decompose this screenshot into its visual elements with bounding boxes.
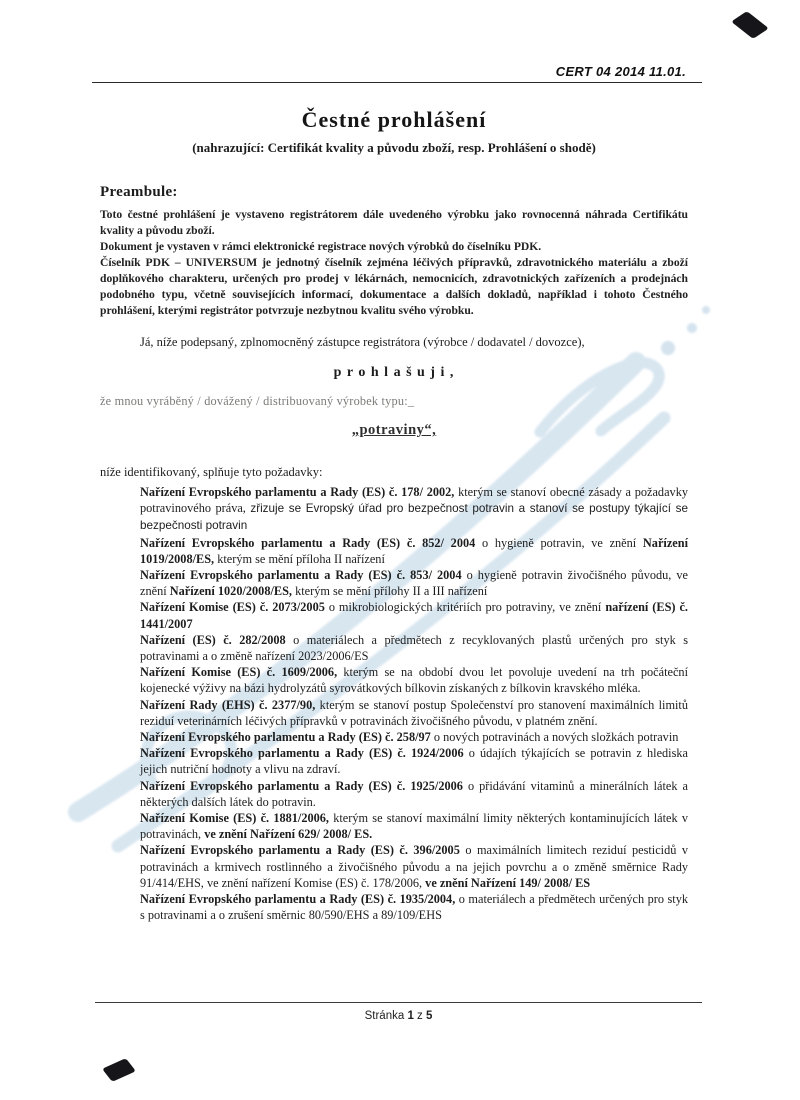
text-segment: Nařízení 1020/2008/ES,: [169, 584, 293, 599]
regulation-item: [140, 664, 688, 696]
regulation-item: [140, 535, 688, 567]
product-type-line: že mnou vyráběný / dovážený / distribuovaný výrobek typu:_: [100, 394, 415, 408]
text-segment: Nařízení Evropského parlamentu a Rady (ES) č. 1935/2004,: [140, 892, 456, 907]
text-segment: kterým se na období dvou let povoluje uvedení na trh počáteční kojenecké výživy na bázi hydrolyzátů syrovátkových bílkovin získaných z bílkovin kravského mléka.: [140, 665, 688, 696]
preamble-heading: Preambule:: [100, 184, 178, 200]
declaration-intro: Já, níže podepsaný, zplnomocněný zástupce registrátora (výrobce / dodavatel / dovozce),: [140, 335, 585, 349]
preamble-paragraph: Číselník PDK – UNIVERSUM je jednotný číselník zejména léčivých přípravků, zdravotnického materiálu a zboží doplňkového charakteru, určených pro prodej v lékárnách, nemocnicích, zdravotnických zařízeních a prodejnách podobného typu, včetně souvisejících informací, dokumentace a dalších dokladů, například i tohoto Čestného prohlášení, kterými registrátor potvrzuje nezbytnou kvalitu svého výrobku.: [100, 256, 688, 317]
text-segment: Nařízení Komise (ES) č. 1881/2006,: [140, 811, 330, 826]
text-segment: Nařízení Evropského parlamentu a Rady (ES) č. 396/2005: [140, 843, 460, 858]
text-segment: o materiálech a předmětech určených pro styk s potravinami a o zrušení směrnic 80/590/EHS a 89/109/EHS: [140, 892, 689, 923]
text-segment: Nařízení Evropského parlamentu a Rady (ES) č. 1925/2006: [140, 778, 463, 793]
regulation-item: [140, 567, 688, 599]
document-title: Čestné prohlášení: [301, 107, 487, 132]
text-segment: o mikrobiologických kritériích pro potraviny, ve znění: [324, 600, 606, 615]
text-segment: o materiálech a předmětech z recyklovaných plastů určených pro styk s potravinami a o změně nařízení 2023/2006/ES: [140, 632, 688, 664]
text-segment: 5: [425, 1010, 433, 1022]
regulation-item: [140, 599, 688, 631]
preamble-paragraph: Toto čestné prohlášení je vystaveno registrátorem dále uvedeného výrobku jako rovnocenná náhrada Certifikátu kvality a původu zboží.: [100, 208, 688, 237]
regulation-item: [140, 632, 688, 664]
regulation-item: [140, 484, 688, 535]
header-rule: [92, 82, 702, 83]
requirements-intro: níže identifikovaný, splňuje tyto požadavky:: [100, 465, 323, 479]
document-subtitle: (nahrazující: Certifikát kvality a původu zboží, resp. Prohlášení o shodě): [192, 140, 596, 155]
footer-rule: [95, 1002, 702, 1003]
preamble-paragraph: Dokument je vystaven v rámci elektronické registrace nových výrobků do číselníku PDK.: [100, 240, 542, 253]
text-segment: Nařízení Evropského parlamentu a Rady (ES) č. 852/ 2004: [140, 535, 476, 550]
text-segment: Nařízení 1019/2008/ES,: [140, 535, 688, 566]
text-segment: kterým se stanoví postup Společenství pro stanovení maximálních limitů reziduí veterinárních léčivých přípravků v potravinách živočišného původu, v platném znění.: [140, 697, 688, 728]
text-segment: z: [413, 1010, 426, 1022]
text-segment: o maximálních limitech reziduí pesticidů v potravinách a krmivech rostlinného a živočišného původu a na jejich povrchu a o změně směrnice Rady 91/414/EHS, ve znění nařízení Komise (ES) č. 178/2006,: [140, 843, 688, 890]
scan-artifact-bottom-left: [102, 1058, 136, 1082]
text-segment: Nařízení Evropského parlamentu a Rady (ES) č. 258/97: [140, 730, 431, 745]
doc-code: CERT 04 2014 11.01.: [555, 64, 686, 79]
regulation-item: [140, 842, 688, 891]
text-segment: Stránka: [364, 1010, 408, 1022]
regulation-item: [140, 729, 688, 745]
text-segment: Nařízení Evropského parlamentu a Rady (ES) č. 178/ 2002,: [140, 485, 455, 499]
text-segment: 1: [407, 1010, 414, 1022]
text-segment: Nařízení Evropského parlamentu a Rady (ES) č. 1924/2006: [140, 746, 464, 761]
regulation-item: [140, 778, 688, 810]
text-segment: Nařízení Komise (ES) č. 1609/2006,: [140, 665, 338, 680]
text-segment: Nařízení Rady (EHS) č. 2377/90,: [140, 697, 316, 712]
text-segment: kterým se stanoví maximální limity některých kontaminujících látek v potravinách,: [140, 811, 688, 842]
declaration-statement: p r o h l a š u j i ,: [333, 365, 455, 380]
text-segment: o hygieně potravin, ve znění: [475, 535, 643, 550]
text-segment: ve znění Nařízení 629/ 2008/ ES.: [204, 827, 373, 842]
text-segment: Nařízení (ES) č. 282/2008: [140, 632, 286, 647]
page-number: [95, 1010, 702, 1022]
text-segment: o přidávání vitaminů a minerálních látek a některých dalších látek do potravin.: [140, 778, 688, 809]
text-segment: o údajích týkajících se potravin z hlediska jejich nutriční hodnoty a vlivu na zdraví.: [140, 746, 688, 777]
regulation-item: [140, 891, 688, 923]
product-type-value: „potraviny“,: [351, 422, 437, 438]
page-footer: [95, 1002, 702, 1022]
text-segment: o hygieně potravin živočišného původu, ve znění: [140, 568, 688, 599]
text-segment: ve znění Nařízení 149/ 2008/ ES: [425, 875, 591, 890]
text-segment: kterým se mění příloha II nařízení: [214, 551, 385, 566]
text-segment: Nařízení Evropského parlamentu a Rady (ES) č. 853/ 2004: [140, 568, 462, 583]
text-segment: nařízení (ES) č. 1441/2007: [140, 600, 689, 631]
regulation-item: [140, 745, 688, 777]
text-segment: Nařízení Komise (ES) č. 2073/2005: [140, 600, 325, 615]
regulations-list: [140, 484, 688, 923]
text-segment: o nových potravinách a nových složkách potravin: [430, 730, 679, 745]
text-segment: zřizuje se Evropský úřad pro bezpečnost potravin a stanoví se postupy týkající se bezpečnosti potravin: [140, 502, 688, 533]
regulation-item: [140, 810, 688, 842]
text-segment: kterým se stanoví obecné zásady a požadavky potravinového práva,: [140, 485, 688, 516]
regulation-item: [140, 697, 688, 729]
text-segment: kterým se mění přílohy II a III nařízení: [292, 584, 488, 599]
preamble-paragraphs: [100, 207, 688, 319]
